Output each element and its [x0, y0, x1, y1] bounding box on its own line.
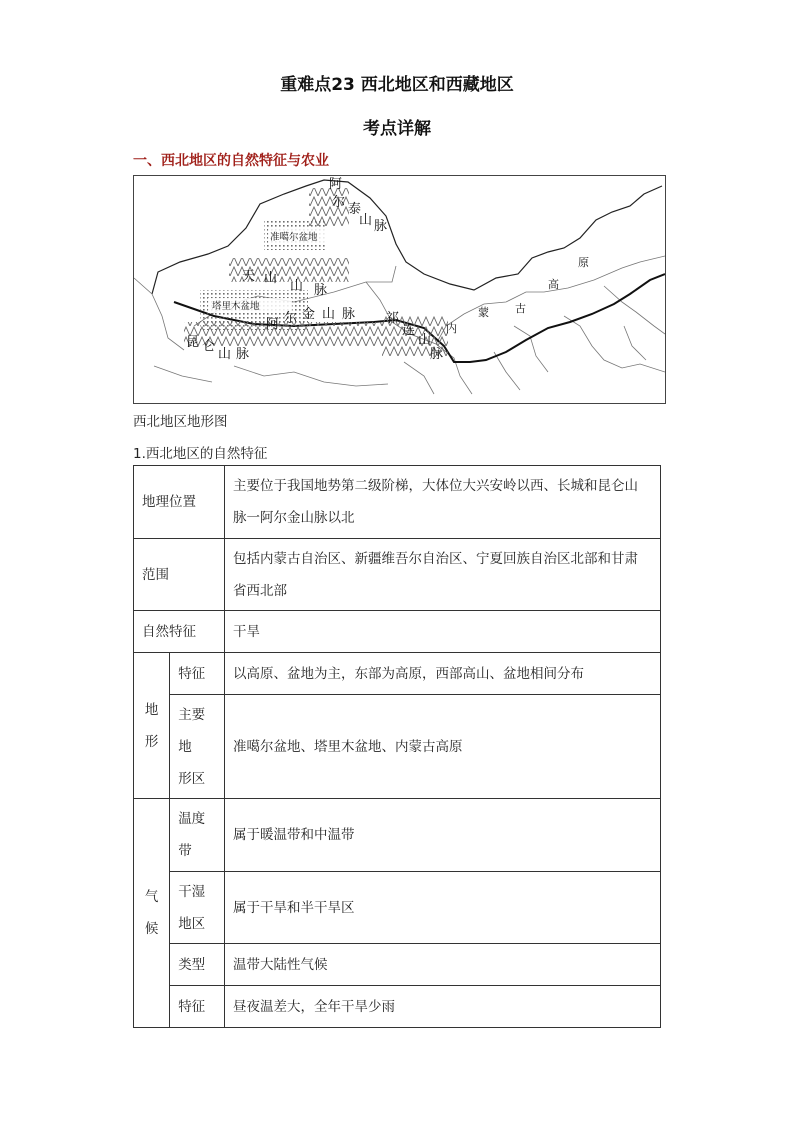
tianshan-label-1: 天 [242, 269, 256, 284]
cell-temp-label: 温度 带 [170, 799, 225, 872]
kunlun-label-3: 山 [218, 347, 232, 362]
tianshan-label-4: 脉 [314, 283, 328, 298]
kunlun-label-2: 仑 [202, 339, 216, 354]
altun-label-2: 尔 [284, 311, 298, 326]
page-title: 重难点23 西北地区和西藏地区 [280, 75, 514, 95]
northwest-features-table [133, 465, 661, 1028]
altai-label-5: 脉 [374, 219, 388, 234]
altun-label-5: 脉 [342, 307, 356, 322]
qilian-label-4: 脉 [430, 347, 444, 362]
location-line-2: 脉一阿尔金山脉以北 [233, 510, 355, 526]
table-row [134, 466, 661, 539]
cell-dry-label: 干湿 地区 [170, 872, 225, 944]
qilian-label-3: 山 [418, 333, 432, 348]
altai-label-3: 泰 [348, 202, 362, 217]
altai-label-4: 山 [359, 213, 373, 228]
table-row [134, 944, 661, 986]
cell-feature-value: 昼夜温差大，全年干旱少雨 [225, 986, 661, 1028]
cell-terrain-feature-value: 以高原、盆地为主，东部为高原，西部高山、盆地相间分布 [225, 653, 661, 695]
cell-type-value: 温带大陆性气候 [225, 944, 661, 986]
junggar-label: 准噶尔盆地 [270, 232, 318, 243]
qilian-label-1: 祁 [386, 311, 400, 326]
northwest-terrain-map [133, 175, 666, 404]
cell-temp-value: 属于暖温带和中温带 [225, 799, 661, 872]
cell-dry-value: 属于干旱和半干旱区 [225, 872, 661, 944]
altun-label-4: 山 [322, 307, 336, 322]
table-row [134, 986, 661, 1028]
table-row [134, 539, 661, 611]
tarim-label: 塔里木盆地 [212, 301, 260, 312]
cell-feature-label: 特征 [170, 986, 225, 1028]
kunlun-label-1: 昆 [186, 335, 200, 350]
neimenggu-label-1: 内 [446, 322, 457, 335]
qilian-label-2: 连 [402, 323, 416, 338]
table-row [134, 611, 661, 653]
map-caption: 西北地区地形图 [133, 414, 228, 430]
cell-type-label: 类型 [170, 944, 225, 986]
cell-scope-value [225, 539, 661, 611]
altun-label-3: 金 [302, 307, 316, 322]
page-subtitle: 考点详解 [363, 119, 431, 139]
altai-label-1: 阿 [329, 177, 343, 192]
cell-terrain-main-value: 准噶尔盆地、塔里木盆地、内蒙古高原 [225, 695, 661, 799]
location-line-1: 主要位于我国地势第二级阶梯，大体位大兴安岭以西、长城和昆仑山 [233, 478, 638, 494]
cell-nature-value: 干旱 [225, 611, 661, 653]
tianshan-label-2: 山 [264, 271, 278, 286]
cell-location-value [225, 466, 661, 539]
scope-line-2: 省西北部 [233, 582, 287, 599]
altai-label-2: 尔 [332, 195, 346, 210]
altun-label-1: 阿 [266, 317, 280, 332]
cell-terrain-main-label: 主要 地 形区 [170, 695, 225, 799]
subsection-heading: 1.西北地区的自然特征 [133, 446, 268, 462]
neimenggu-label-5: 原 [578, 256, 589, 269]
cell-climate-group: 气 候 [134, 799, 170, 1028]
scope-line-1: 包括内蒙古自治区、新疆维吾尔自治区、宁夏回族自治区北部和甘肃 [233, 550, 638, 567]
cell-scope-label: 范围 [134, 539, 225, 611]
region-boundary [152, 180, 662, 294]
tianshan-label-3: 山 [290, 279, 304, 294]
neimenggu-label-3: 古 [515, 302, 526, 315]
neimenggu-label-4: 高 [548, 278, 559, 291]
table-row [134, 653, 661, 695]
table-row [134, 872, 661, 944]
cell-location-label: 地理位置 [134, 466, 225, 539]
kunlun-label-4: 脉 [236, 347, 250, 362]
table-row [134, 799, 661, 872]
neimenggu-label-2: 蒙 [478, 306, 489, 319]
section-heading: 一、西北地区的自然特征与农业 [133, 153, 329, 169]
cell-nature-label: 自然特征 [134, 611, 225, 653]
terrain-map-svg [134, 176, 665, 403]
cell-terrain-feature-label: 特征 [170, 653, 225, 695]
cell-terrain-group: 地 形 [134, 653, 170, 799]
table-row [134, 695, 661, 799]
